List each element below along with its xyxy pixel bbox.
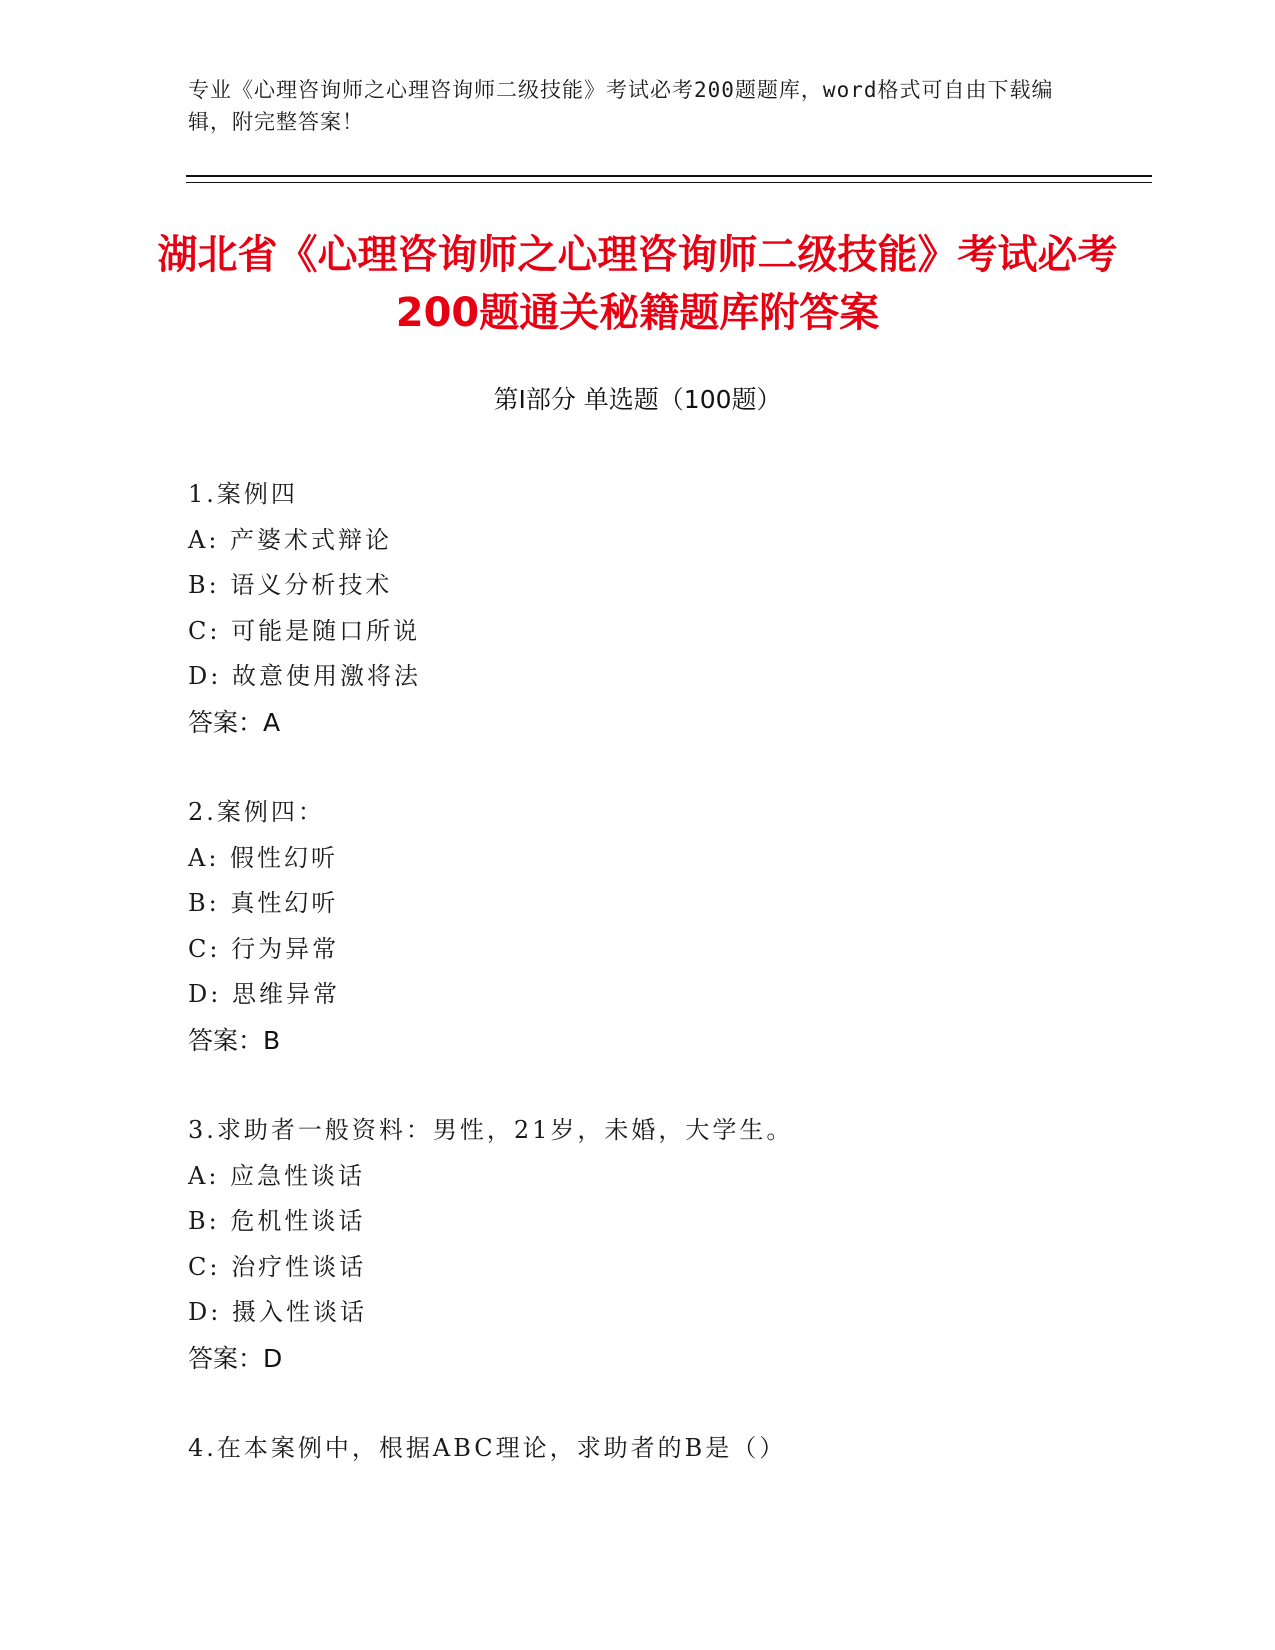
option-d: D: 摄入性谈话 [188, 1298, 367, 1326]
answer-line: 答案：A [188, 707, 281, 737]
section-heading: 第Ⅰ部分 单选题（100题） [493, 385, 782, 414]
option-d: D: 思维异常 [188, 980, 340, 1008]
question-2 [188, 790, 1148, 1063]
option-d: D: 故意使用激将法 [188, 662, 421, 690]
option-a: A: 假性幻听 [188, 843, 339, 872]
header-note: 专业《心理咨询师之心理咨询师二级技能》考试必考200题题库，word格式可自由下载编辑，附完整答案！ [188, 78, 1054, 134]
answer-line: 答案：D [188, 1343, 283, 1373]
question-stem: 2.案例四： [188, 798, 325, 826]
option-c: C: 行为异常 [188, 934, 340, 963]
question-stem: 4.在本案例中，根据ABC理论，求助者的B是（） [188, 1434, 787, 1462]
option-c: C: 治疗性谈话 [188, 1252, 367, 1281]
header-divider-thick [186, 175, 1152, 177]
question-4 [188, 1426, 1148, 1472]
answer-line: 答案：B [188, 1025, 281, 1055]
question-stem: 1.案例四 [188, 480, 298, 508]
option-c: C: 可能是随口所说 [188, 616, 421, 645]
question-1 [188, 472, 1148, 745]
question-3 [188, 1108, 1148, 1381]
header-divider-thin [186, 182, 1152, 183]
option-b: B: 真性幻听 [188, 889, 339, 917]
option-a: A: 产婆术式辩论 [188, 525, 393, 554]
option-b: B: 危机性谈话 [188, 1207, 366, 1235]
document-title: 湖北省《心理咨询师之心理咨询师二级技能》考试必考200题通关秘籍题库附答案 [157, 232, 1118, 336]
question-stem: 3.求助者一般资料：男性，21岁，未婚，大学生。 [188, 1116, 794, 1144]
option-a: A: 应急性谈话 [188, 1161, 366, 1190]
option-b: B: 语义分析技术 [188, 571, 393, 599]
